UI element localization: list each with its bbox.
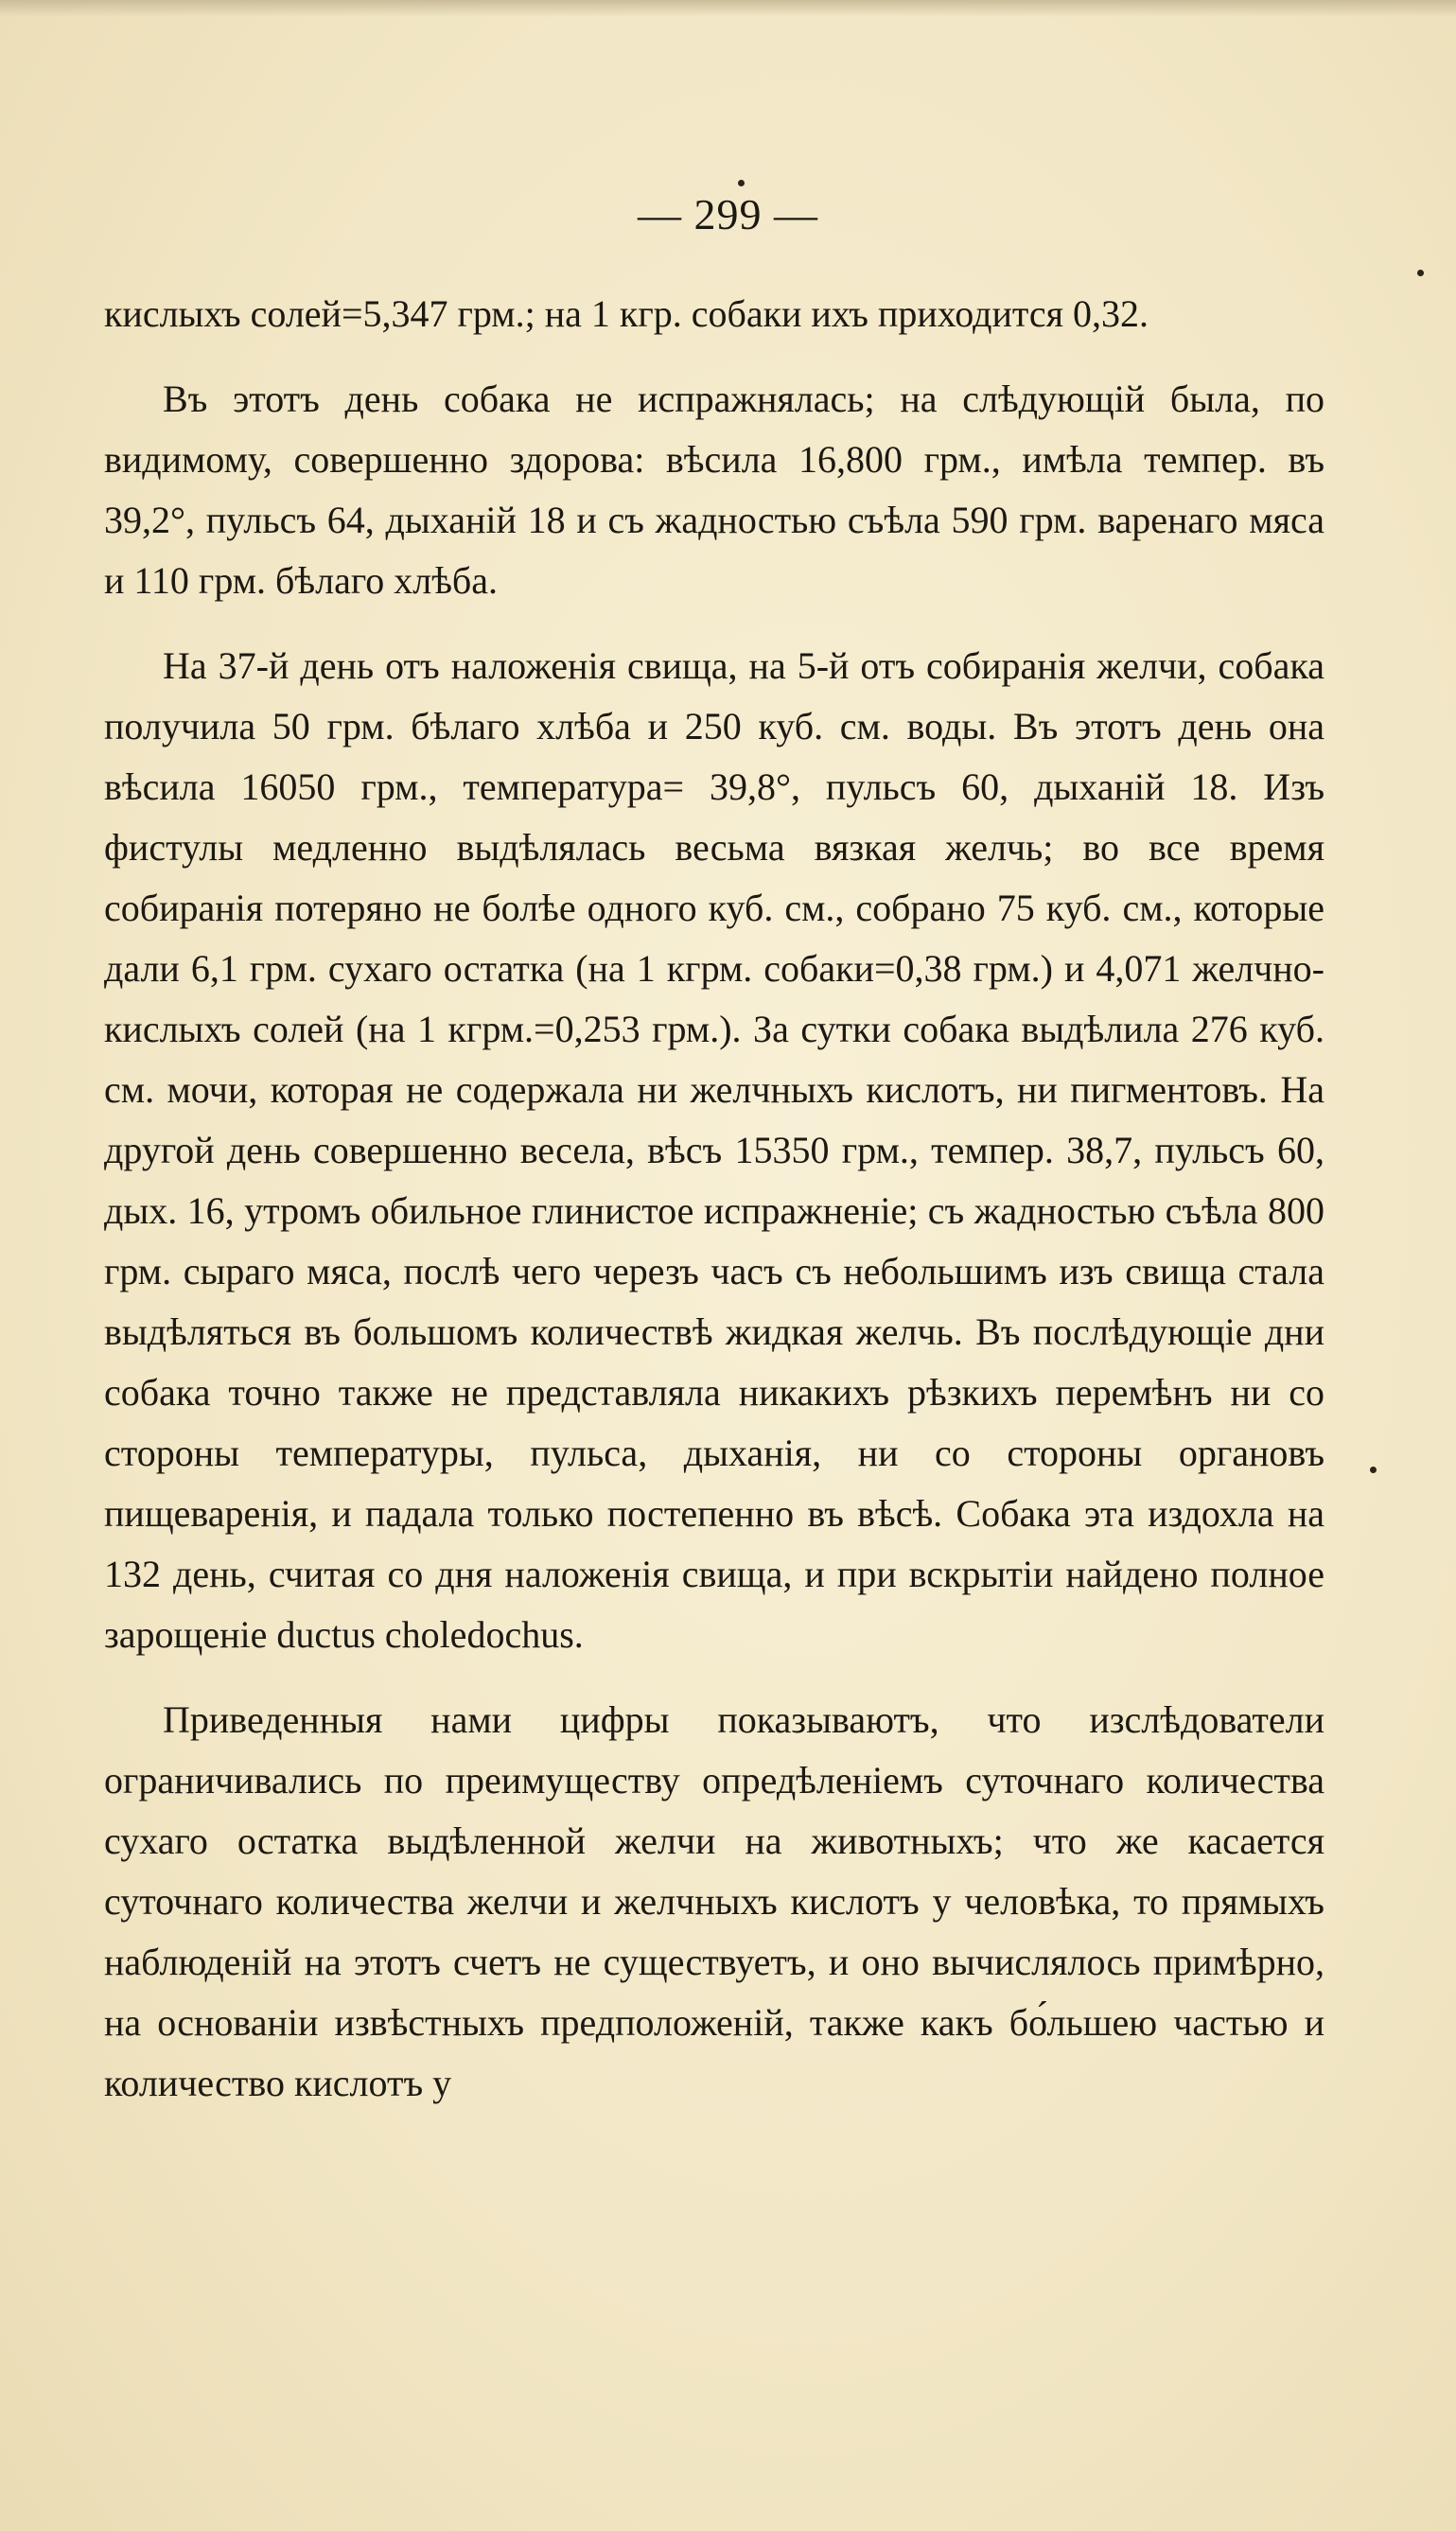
paragraph-dog-recovery: Въ этотъ день собака не испражнялась; на слѣдующій была, по видимому, совершенно здорова: вѣсила 16,800 грм., имѣла темпер. въ 39,2°, пульсъ 64, дыханій 18 и съ жадностью съѣла 590 грм. варенаго мяса и 110 грм. бѣлаго хлѣба.: [104, 378, 1324, 602]
ink-speck: [738, 180, 745, 186]
paragraph-day-37: На 37-й день отъ наложенія свища, на 5-й отъ собиранія желчи, собака получила 50 грм. бѣлаго хлѣба и 250 куб. см. воды. Въ этотъ день она вѣсила 16050 грм., температура= 39,8°, пульсъ 60, дыханій 18. Изъ фистулы медленно выдѣлялась весьма вязкая желчь; во все время собиранія потеряно не болѣе одного куб. см., собрано 75 куб. см., которые дали 6,1 грм. сухаго остатка (на 1 кгрм. собаки=0,38 грм.) и 4,071 желчно-кислыхъ солей (на 1 кгрм.=0,253 грм.). За сутки собака выдѣлила 276 куб. см. мочи, которая не содержала ни желчныхъ кислотъ, ни пигментовъ. На другой день совершенно весела, вѣсъ 15350 грм., темпер. 38,7, пульсъ 60, дых. 16, утромъ обильное глинистое испражненіе; съ жадностью съѣла 800 грм. сыраго мяса, послѣ чего черезъ часъ съ небольшимъ изъ свища стала выдѣляться въ большомъ количествѣ жидкая желчь. Въ послѣдующіе дни собака точно также не представляла никакихъ рѣзкихъ перемѣнъ ни со стороны температуры, пульса, дыханія, ни со стороны органовъ пищеваренія, и падала только постепенно въ вѣсѣ. Собака эта издохла на 132 день, считая со дня наложенія свища, и при вскрытіи найдено полное зарощеніе ductus choledochus.: [104, 644, 1324, 1656]
page-number: — 299 —: [638, 190, 818, 238]
page-top-edge: [0, 0, 1456, 17]
paragraph-conclusions: Приведенныя нами цифры показываютъ, что изслѣдователи ограничивались по преимуществу опредѣленіемъ суточнаго количества сухаго остатка выдѣленной желчи на животныхъ; что же касается суточнаго количества желчи и желчныхъ кислотъ у человѣка, то прямыхъ наблюденій на этотъ счетъ не существуетъ, и оно вычислялось примѣрно, на основаніи извѣстныхъ предположеній, также какъ бо́льшею частью и количество кислотъ у: [104, 1698, 1324, 2104]
paragraph-continuation: кислыхъ солей=5,347 грм.; на 1 кгр. собаки ихъ приходится 0,32.: [104, 292, 1149, 335]
body-text: [104, 284, 1324, 2114]
ink-speck: [1370, 1467, 1377, 1473]
ink-speck: [1417, 270, 1424, 276]
